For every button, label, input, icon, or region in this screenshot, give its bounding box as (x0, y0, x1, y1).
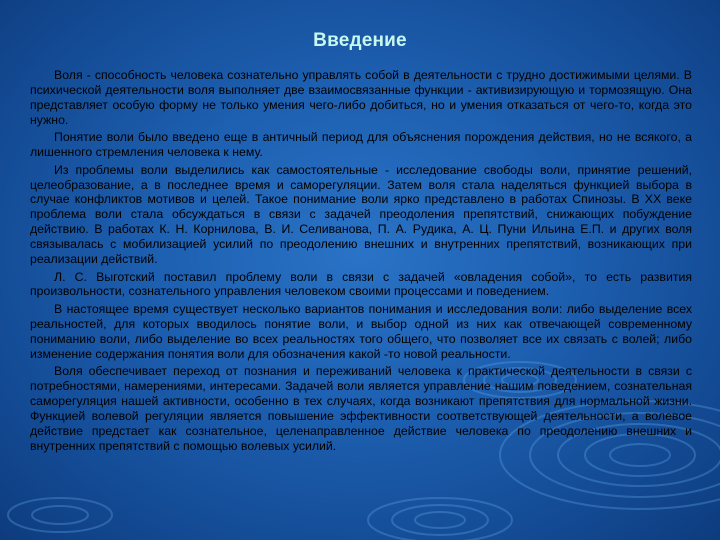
paragraph: Понятие воли было введено еще в античный период для объяснения порождения действия, но не всякого, а лишенного стремления человека к нему. (30, 130, 692, 160)
paragraph: Воля обеспечивает переход от познания и переживаний человека к практической деятельности в связи с потребностями, намерениями, интересами. Задачей воли является управление нашим поведением, сознательная саморегуляция нашей активности, особенно в тех случаях, когда возникают препятствия для нормальной жизни. Функцией волевой регуляции является повышение эффективности соответствующей деятельности, а волевое действие предстает как сознательное, целенаправленное действие человека по преодолению внешних и внутренних препятствий с помощью волевых усилий. (30, 364, 692, 453)
paragraph: Воля - способность человека сознательно управлять собой в деятельности с трудно достижимыми целями. В психической деятельности воля выполняет две взаимосвязанные функции - активизирующую и тормозящую. Она представляет особую форму не только умения чего-либо добиться, но и умения отказаться от чего-то, когда это нужно. (30, 68, 692, 127)
paragraph: Из проблемы воли выделились как самостоятельные - исследование свободы воли, принятие решений, целеобразование, а в последнее время и саморегуляции. Затем воля стала наделяться функцией выбора в случае конфликтов мотивов и целей. Такое понимание воли ярко представлено в работах Спинозы. В XX веке проблема воли стала обсуждаться в связи с задачей преодоления препятствий, снижающих побуждение действию. В работах К. Н. Корнилова, В. И. Селиванова, П. А. Рудика, А. Ц. Пуни Ильина Е.П. и других воля связывалась с мобилизацией усилий по преодолению внешних и внутренних препятствий, возникающих при реализации действий. (30, 162, 692, 267)
slide-body (30, 68, 692, 456)
paragraph: В настоящее время существует несколько вариантов понимания и исследования воли: либо выделение всех реальностей, для которых вводилось понятие воли, и выбор одной из них как отвечающей современному пониманию воли, либо выделение во всех реальностях того общего, что позволяет все их связать с волей; либо изменение содержания понятия воли для обозначения какой -то новой реальности. (30, 301, 692, 361)
paragraph: Л. С. Выготский поставил проблему воли в связи с задачей «овладения собой», то есть развития произвольности, сознательного управления человеком своими процессами и поведением. (30, 269, 692, 299)
slide-title: Введение (313, 30, 407, 51)
